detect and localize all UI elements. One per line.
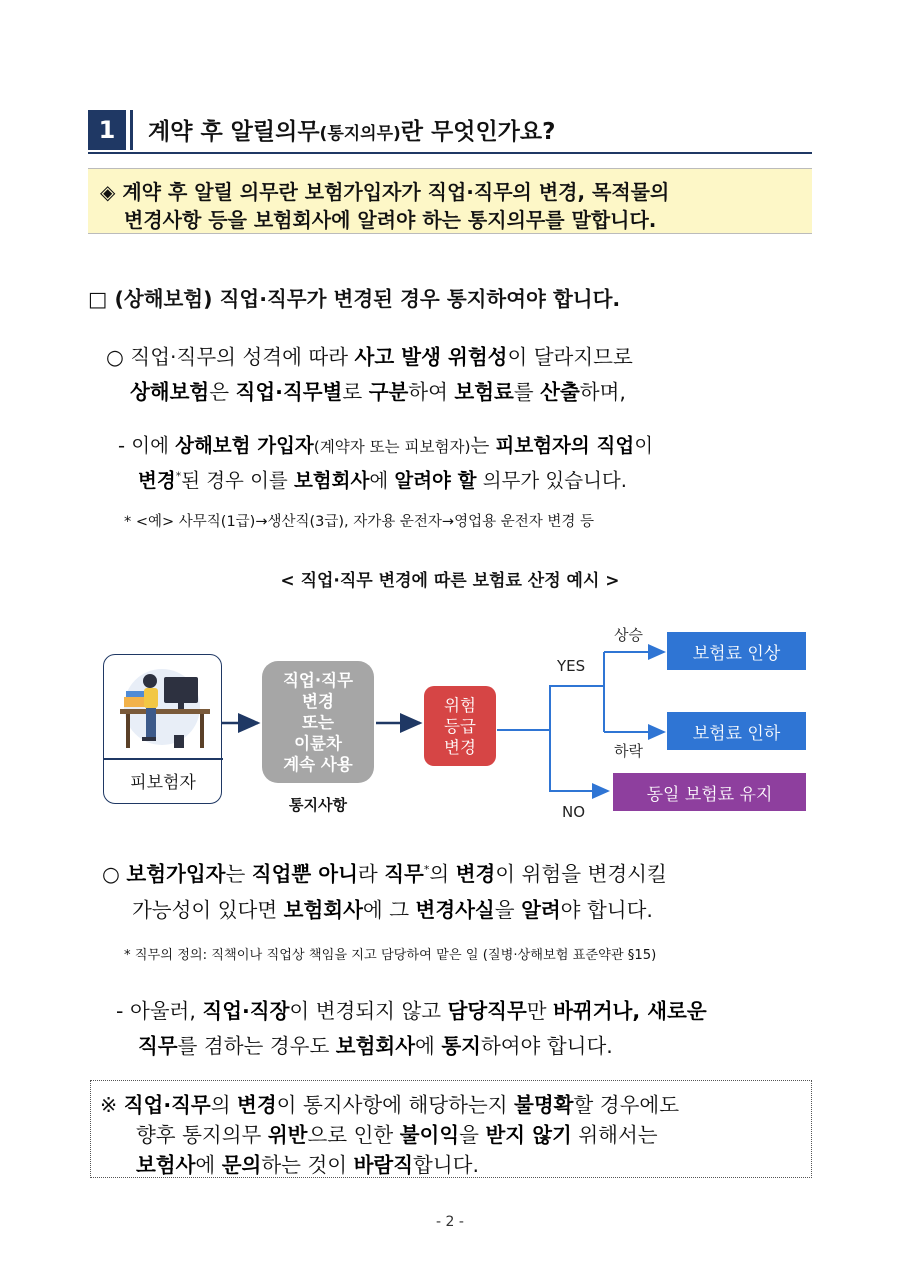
no-label: NO xyxy=(562,803,586,821)
emphasis: 알려 xyxy=(521,898,561,922)
yes-label: YES xyxy=(557,657,586,675)
emphasis: 구분 xyxy=(368,380,409,404)
risk-grade-change-box xyxy=(424,686,496,766)
diamond-icon: ◈ xyxy=(100,180,116,204)
summary-text-2: 변경사항 등을 보험회사에 알려야 하는 통지의무를 말합니다. xyxy=(124,208,657,232)
emphasis: 직무 xyxy=(138,1034,178,1058)
text: 이 xyxy=(634,434,654,457)
text: 이 달라지므로 xyxy=(507,345,633,369)
emphasis: 담당직무 xyxy=(447,999,527,1023)
para4-line1 xyxy=(116,994,707,1024)
text-small: (계약자 또는 피보험자) xyxy=(313,438,471,456)
circle-bullet-icon: ○ xyxy=(102,862,120,886)
risk-grade-line: 등급 xyxy=(444,716,476,736)
text: 의 xyxy=(429,862,456,886)
risk-grade-line: 변경 xyxy=(444,737,476,757)
emphasis: 변경 xyxy=(237,1093,277,1117)
emphasis: 변경사실 xyxy=(415,898,495,922)
emphasis: 직업·직무별 xyxy=(235,380,343,404)
emphasis: 변경 xyxy=(455,862,496,886)
text: 에 xyxy=(195,1153,222,1177)
text: 하며, xyxy=(579,380,626,404)
emphasis: 불이익 xyxy=(399,1123,460,1147)
text: 가능성이 있다면 xyxy=(132,898,284,922)
emphasis: 직업뿐 아니 xyxy=(251,862,358,886)
emphasis: 직업·직장 xyxy=(202,999,290,1023)
text: 을 xyxy=(494,898,522,922)
text: 에 그 xyxy=(362,898,416,922)
text: 아울러, xyxy=(129,999,203,1023)
section-title-end: 란 무엇인가요? xyxy=(400,119,556,145)
emphasis: 산출 xyxy=(540,380,580,404)
checkbox-icon: □ xyxy=(88,287,108,311)
text: 야 합니다. xyxy=(560,898,653,922)
job-change-line: 이륜차 xyxy=(294,733,342,753)
text: 된 경우 이를 xyxy=(181,469,294,492)
emphasis: 위반 xyxy=(267,1123,308,1147)
note-2: * 직무의 정의: 직책이나 직업상 책임을 지고 담당하여 맡은 일 (질병·상해보험 표준약관 §15) xyxy=(124,948,657,963)
text: 직업·직무의 성격에 따라 xyxy=(130,345,355,369)
text: 이 변경되지 않고 xyxy=(289,999,448,1023)
emphasis: 보험가입자 xyxy=(126,862,226,886)
job-change-line: 직업·직무 xyxy=(282,670,354,690)
person-card-divider xyxy=(103,758,223,760)
text: 라 xyxy=(357,862,385,886)
emphasis: 변경 xyxy=(138,469,176,492)
emphasis: 상해보험 xyxy=(130,380,210,404)
branch-no xyxy=(550,730,608,791)
emphasis: 보험회사 xyxy=(283,898,363,922)
text: 로 xyxy=(342,380,369,404)
text: 하여야 합니다. xyxy=(480,1034,613,1058)
emphasis: 보험회사 xyxy=(293,469,370,492)
text: 하여 xyxy=(408,380,455,404)
emphasis: 보험회사 xyxy=(335,1034,415,1058)
text: 으로 인한 xyxy=(307,1123,400,1147)
footnote-mark: * xyxy=(423,863,430,877)
footnote-mark: * xyxy=(175,469,182,483)
text: 는 xyxy=(470,434,496,457)
job-change-line: 계속 사용 xyxy=(283,754,353,774)
emphasis: 상해보험 가입자 xyxy=(175,434,314,457)
emphasis: 알려야 할 xyxy=(394,469,477,492)
emphasis: 사고 발생 위험성 xyxy=(354,345,508,369)
job-change-box xyxy=(262,661,374,783)
remark-line2 xyxy=(136,1118,658,1148)
subheading-text: (상해보험) 직업·직무가 변경된 경우 통지하여야 합니다. xyxy=(114,287,621,311)
diagram-caption: < 직업·직무 변경에 따른 보험료 산정 예시 > xyxy=(280,571,620,591)
text: 를 xyxy=(513,380,541,404)
emphasis: 문의 xyxy=(221,1153,262,1177)
text: 에 xyxy=(369,469,395,492)
text: 은 xyxy=(209,380,236,404)
text: 의 xyxy=(210,1093,238,1117)
page-number: - 2 - xyxy=(436,1214,464,1230)
emphasis: 보험료 xyxy=(454,380,514,404)
section-number: 1 xyxy=(88,110,126,150)
emphasis: 받지 않기 xyxy=(485,1123,572,1147)
emphasis: 직무 xyxy=(384,862,424,886)
text: 만 xyxy=(526,999,554,1023)
text: 를 겸하는 경우도 xyxy=(177,1034,336,1058)
circle-bullet-icon: ○ xyxy=(106,345,124,369)
job-change-line: 변경 xyxy=(302,691,334,711)
text: 는 xyxy=(225,862,252,886)
remark-line1 xyxy=(100,1088,679,1118)
text: 할 경우에도 xyxy=(573,1093,679,1117)
text: 의무가 있습니다. xyxy=(476,469,627,492)
section-title-main: 계약 후 알릴의무 xyxy=(148,119,320,145)
branch-risk-to-split xyxy=(497,686,604,730)
emphasis: 보험사 xyxy=(136,1153,196,1177)
section-title-paren: (통지의무) xyxy=(319,124,401,144)
decrease-label: 하락 xyxy=(614,742,643,760)
notification-item-label: 통지사항 xyxy=(289,796,347,814)
insured-person-label: 피보험자 xyxy=(130,773,196,793)
emphasis: 불명확 xyxy=(514,1093,574,1117)
text: 향후 통지의무 xyxy=(136,1123,268,1147)
premium-increase-box: 보험료 인상 xyxy=(667,632,806,670)
text: 위해서는 xyxy=(571,1123,658,1147)
text: 이 통지사항에 해당하는지 xyxy=(276,1093,515,1117)
text: 을 xyxy=(459,1123,486,1147)
emphasis: 통지 xyxy=(441,1034,481,1058)
emphasis: 피보험자의 직업 xyxy=(495,434,635,457)
dash-bullet: - xyxy=(118,434,126,457)
para3-line2 xyxy=(132,893,653,923)
note-1: * <예> 사무직(1급)→생산직(3급), 자가용 운전자→영업용 운전자 변경 등 xyxy=(124,514,594,530)
dash-bullet: - xyxy=(116,999,124,1023)
premium-decrease-box: 보험료 인하 xyxy=(667,712,806,750)
remark-line3 xyxy=(136,1148,479,1178)
text: 이에 xyxy=(131,434,176,457)
text: 에 xyxy=(415,1034,442,1058)
job-change-line: 또는 xyxy=(302,712,334,732)
text: 이 위험을 변경시킬 xyxy=(495,862,667,886)
premium-same-box: 동일 보험료 유지 xyxy=(613,773,806,811)
emphasis: 직업·직무 xyxy=(123,1093,211,1117)
summary-text-1: 계약 후 알릴 의무란 보험가입자가 직업·직무의 변경, 목적물의 xyxy=(122,180,670,204)
increase-label: 상승 xyxy=(614,626,643,644)
emphasis: 바람직 xyxy=(353,1153,414,1177)
emphasis: 바뀌거나, 새로운 xyxy=(553,999,707,1023)
para4-line2 xyxy=(138,1029,613,1059)
risk-grade-line: 위험 xyxy=(444,695,476,715)
text: 합니다. xyxy=(413,1153,479,1177)
text: 하는 것이 xyxy=(261,1153,354,1177)
person-at-desk-icon xyxy=(104,655,221,759)
reference-mark-icon: ※ xyxy=(100,1093,118,1117)
para3-line1 xyxy=(102,857,667,887)
